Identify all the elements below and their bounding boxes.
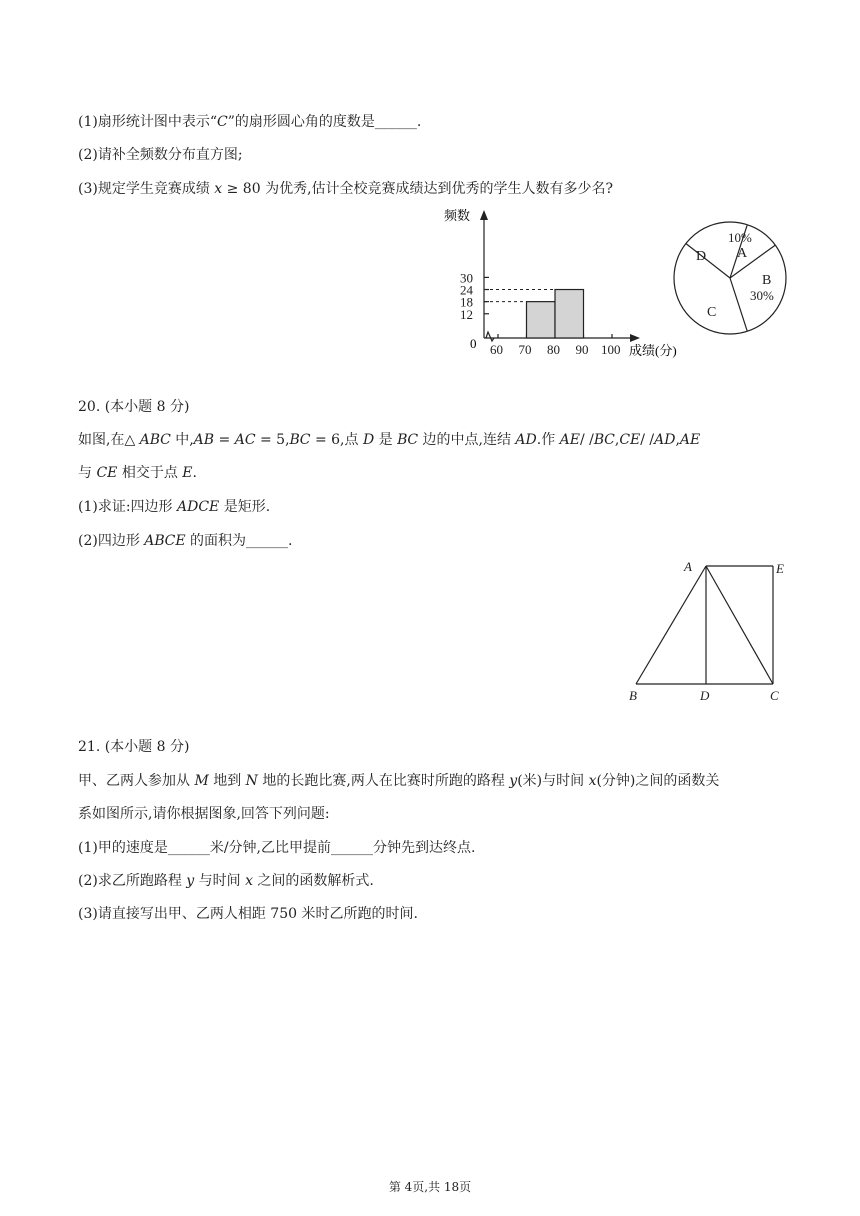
q21-header: 21. (本小题 8 分) [78,739,190,755]
histogram-y-tick-label: 18 [460,294,473,310]
point-c-label: C [770,688,779,703]
histogram-axis-break [486,332,494,341]
q19-part1: (1)扇形统计图中表示“𝐶”的扇形圆心角的度数是______. [78,114,422,130]
histogram-x-tick-label: 100 [601,342,621,357]
pie-slice-label: C [707,305,717,320]
q21-stem-line1: 甲、乙两人参加从 𝑀 地到 𝑁 地的长跑比赛,两人在比赛时所跑的路程 𝑦(米)与时间 𝑥(分钟)之间的函数关 [78,773,720,789]
pie-slice-label: D [696,249,707,264]
q21-part2: (2)求乙所跑路程 𝑦 与时间 𝑥 之间的函数解析式. [78,873,374,889]
pie-chart [668,220,792,336]
segment-ab [636,566,706,684]
point-e-label: E [776,561,784,576]
histogram-y-tick-label: 24 [460,282,473,298]
q20-header: 20. (本小题 8 分) [78,399,190,415]
histogram-x-tick-label: 80 [547,342,560,357]
point-b-label: B [629,688,637,703]
point-a-label: A [684,559,692,574]
q20-stem-line1: 如图,在△ 𝐴𝐵𝐶 中,𝐴𝐵 = 𝐴𝐶 = 5,𝐵𝐶 = 6,点 𝐷 是 𝐵𝐶 边的中点,连结 𝐴𝐷.作 𝐴𝐸/ /𝐵𝐶,𝐶𝐸/ /𝐴𝐷,𝐴𝐸 [78,432,701,448]
q21-part3: (3)请直接写出甲、乙两人相距 750 米时乙所跑的时间. [78,906,418,922]
point-d-label: D [700,688,710,703]
q19-part2: (2)请补全频数分布直方图; [78,147,243,163]
histogram-x-tick-label: 60 [490,342,503,357]
page-footer: 第 4页,共 18页 [388,1180,472,1194]
histogram-bar [555,290,584,338]
histogram-ylabel: 频数 [444,208,471,223]
histogram-y-tick-label: 30 [460,270,473,286]
histogram-x-tick-label: 70 [518,342,532,357]
q20-stem-line2: 与 𝐶𝐸 相交于点 𝐸. [78,465,197,481]
q19-part3: (3)规定学生竞赛成绩 𝑥 ≥ 80 为优秀,估计全校竞赛成绩达到优秀的学生人数有多少名? [78,181,614,197]
histogram-y-tick-label: 12 [460,306,473,322]
q21-part1: (1)甲的速度是______米/分钟,乙比甲提前______分钟先到达终点. [78,840,476,856]
geometry-figure [620,556,800,706]
histogram-origin: 0 [470,336,477,351]
histogram-x-tick-label: 90 [575,342,589,357]
q20-part2: (2)四边形 𝐴𝐵𝐶𝐸 的面积为______. [78,533,293,549]
histogram-bar [527,302,556,338]
pie-slice-percent: 10% [728,230,752,245]
pie-slice-label: B [762,273,772,288]
q21-stem-line2: 系如图所示,请你根据图象,回答下列问题: [78,806,330,822]
histogram-x-arrow [630,334,640,342]
segment-ac [706,566,773,684]
histogram-y-arrow [480,210,488,220]
q20-part1: (1)求证:四边形 𝐴𝐷𝐶𝐸 是矩形. [78,499,271,515]
histogram-chart [436,204,706,364]
pie-slice-label: A [737,246,748,261]
histogram-xlabel: 成绩(分) [629,343,677,358]
pie-slice-percent: 30% [750,288,774,303]
